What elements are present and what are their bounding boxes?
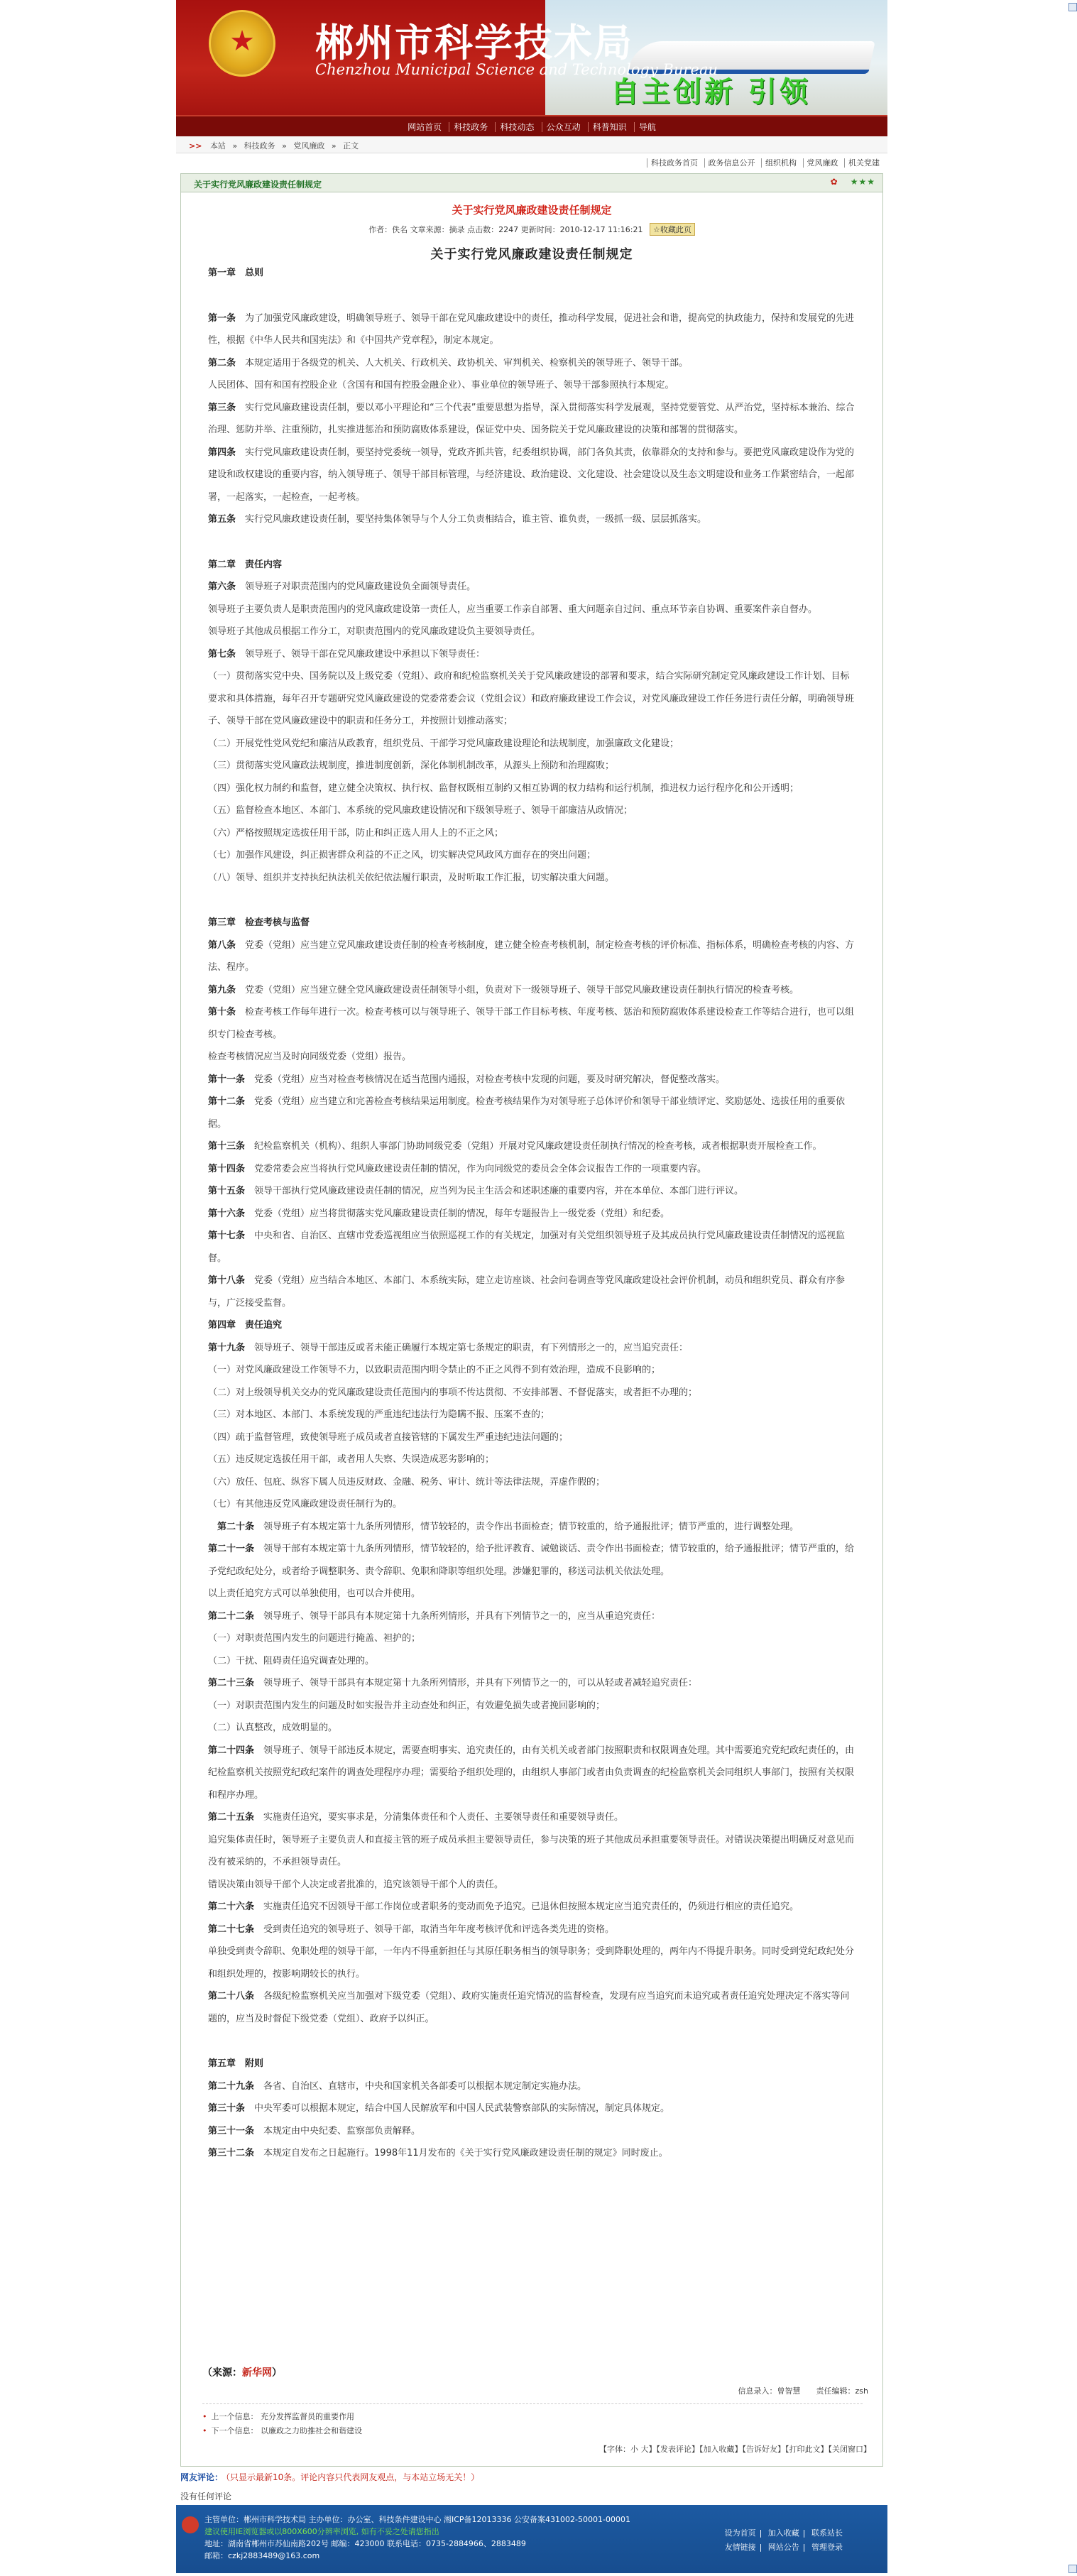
article-tools[interactable]: 【字体：小 大】【发表评论】【加入收藏】【告诉好友】【打印此文】【关闭窗口】 <box>599 2445 871 2454</box>
article-paragraph <box>208 1337 855 1360</box>
article-paragraph <box>208 1650 855 1673</box>
comments-section <box>180 2471 883 2502</box>
article-clause-number: 第二十四条 <box>208 1745 255 1756</box>
chapter-heading: 第四章 责任追究 <box>208 1320 283 1331</box>
article-paragraph <box>208 1404 855 1426</box>
article-clause-number: 第二条 <box>208 357 236 369</box>
article-box-header <box>181 174 882 192</box>
gov-logo-icon <box>182 2516 199 2533</box>
article-paragraph <box>208 374 855 397</box>
article-clause-number: 第二十三条 <box>208 1678 255 1688</box>
paragraph-text: （六）放任、包庇、纵容下属人员违反财政、金融、税务、审计、统计等法律法规，弄虚作假的； <box>208 1476 606 1488</box>
paragraph-text: 本规定由中央纪委、监察部负责解释。 <box>263 2125 421 2136</box>
article-clause-number: 第十一条 <box>208 1074 246 1085</box>
article-paragraph <box>208 1046 855 1069</box>
article-paragraph <box>208 554 855 577</box>
article-clause-number: 第十三条 <box>208 1141 246 1152</box>
bullet-icon: • <box>202 2412 207 2421</box>
article-paragraph <box>208 1180 855 1203</box>
paragraph-text: 党委（党组）应当将贯彻落实党风廉政建设责任制的情况，每年专题报告上一级党委（党组）和纪委。 <box>254 1208 670 1219</box>
article-paragraph <box>208 1516 855 1539</box>
paragraph-text: （三）对本地区、本部门、本系统发现的严重违纪违法行为隐瞒不报、压案不查的； <box>208 1409 550 1420</box>
chapter-heading: 第三章 检查考核与监督 <box>208 917 310 928</box>
prev-article-link[interactable]: 上一个信息： 充分发挥监督员的重要作用 <box>211 2412 354 2421</box>
source-label: （来源： <box>202 2367 242 2379</box>
paragraph-text: 本规定自发布之日起施行。1998年11月发布的《关于实行党风廉政建设责任制的规定》同时废止。 <box>263 2148 668 2159</box>
paragraph-text: （一）贯彻落实党中央、国务院以及上级党委（党组）、政府和纪检监察机关关于党风廉政建设的部署和要求，结合实际研究制定党风廉政建设工作计划、目标要求和具体措施，每年召开专题研究党风廉政建设的党委常委会议（党组会议）和政府廉政建设工作会议，对党风廉政建设工作任务进行责任分解，明确领导班子、领导干部在党风廉政建设中的职责和任务分工，并按照计划推动落实； <box>208 671 855 726</box>
bookmark-button[interactable] <box>650 223 695 236</box>
paragraph-text: 中央军委可以根据本规定，结合中国人民解放军和中国人民武装警察部队的实际情况，制定具体规定。 <box>254 2103 670 2114</box>
section-nav <box>176 153 887 172</box>
article-box-title: 关于实行党风廉政建设责任制规定 <box>194 180 322 190</box>
paragraph-text: 领导干部执行党风廉政建设责任制的情况，应当列为民主生活会和述职述廉的重要内容，并在本单位、本部门进行评议。 <box>254 1186 744 1196</box>
main-nav <box>176 115 887 136</box>
article-paragraph <box>208 531 855 554</box>
paragraph-text: （一）对职责范围内发生的问题进行掩盖、袒护的； <box>208 1633 421 1644</box>
paragraph-text: 检查考核情况应当及时向同级党委（党组）报告。 <box>208 1052 412 1062</box>
article-paragraph <box>208 1203 855 1226</box>
article-paragraph <box>208 1740 855 1807</box>
footer-line: 建议使用IE浏览器或以800X600分辨率浏览, 如有不妥之处请您指出 <box>204 2527 439 2536</box>
article-paragraph <box>208 1158 855 1181</box>
article-paragraph <box>208 1426 855 1449</box>
article-paragraph <box>208 2097 855 2120</box>
nav-science[interactable]: 科普知识 <box>588 122 631 132</box>
article-paragraph <box>208 844 855 867</box>
paragraph-text: 本规定适用于各级党的机关、人大机关、行政机关、政协机关、审判机关、检察机关的领导班子、领导干部。 <box>245 357 689 369</box>
article-paragraph <box>208 912 855 934</box>
paragraph-text: 领导班子、领导干部在党风廉政建设中承担以下领导责任： <box>245 648 486 660</box>
article-clause-number: 第七条 <box>208 648 236 660</box>
paragraph-text: （五）违反规定选拔任用干部，或者用人失察、失误造成恶劣影响的； <box>208 1454 495 1465</box>
bookmark-icon: ☆ <box>652 225 660 234</box>
subnav-affairs-home[interactable]: 科技政务首页 <box>647 158 701 168</box>
paragraph-text: 党委（党组）应当结合本地区、本部门、本系统实际，建立走访座谈、社会问卷调查等党风廉政建设社会评价机制，动员和组织党员、群众有序参与，广泛接受监督。 <box>208 1275 846 1309</box>
article-paragraph <box>208 777 855 800</box>
article-clause-number: 第三条 <box>208 402 236 413</box>
subnav-organization[interactable]: 组织机构 <box>761 158 800 168</box>
article-paragraph <box>208 1695 855 1718</box>
article-paragraph <box>208 889 855 912</box>
paragraph-text: 检查考核工作每年进行一次。检查考核可以与领导班子、领导干部工作目标考核、年度考核、惩治和预防腐败体系建设检查工作等结合进行，也可以组织专门检查考核。 <box>208 1007 855 1040</box>
paragraph-text: 错误决策由领导干部个人决定或者批准的，追究该领导干部个人的责任。 <box>208 1879 504 1890</box>
article-paragraph <box>208 1270 855 1314</box>
article-paragraph <box>208 397 855 442</box>
footer <box>176 2505 887 2573</box>
paragraph-text: 党委（党组）应当建立党风廉政建设责任制的检查考核制度，建立健全检查考核机制，制定检查考核的评价标准、指标体系，明确检查考核的内容、方法、程序。 <box>208 939 855 973</box>
paragraph-text: （一）对党风廉政建设工作领导不力，以致职责范围内明令禁止的不正之风得不到有效治理，造成不良影响的； <box>208 1365 661 1375</box>
paragraph-text: 领导班子其他成员根据工作分工，对职责范围内的党风廉政建设负主要领导责任。 <box>208 626 541 637</box>
chapter-heading: 第二章 责任内容 <box>208 559 283 570</box>
article-paragraph <box>208 2030 855 2053</box>
paragraph-text: 领导班子、领导干部具有本规定第十九条所列情形，并具有下列情节之一的，应当从重追究责任： <box>263 1610 661 1622</box>
comments-empty: 没有任何评论 <box>180 2492 232 2501</box>
article-paragraph <box>208 799 855 822</box>
paragraph-text: 党委（党组）应当建立和完善检查考核结果运用制度。检查考核结果作为对领导班子总体评价和领导干部业绩评定、奖励惩处、选拔任用的重要依据。 <box>208 1096 846 1130</box>
paragraph-text: 领导班子有本规定第十九条所列情形，情节较轻的，责令作出书面检查；情节较重的，给予通报批评；情节严重的，进行调整处理。 <box>263 1521 799 1532</box>
article-clause-number: 第十四条 <box>208 1163 246 1174</box>
breadcrumb-arrow-icon: >> <box>189 141 202 151</box>
paragraph-text: 实行党风廉政建设责任制，要坚持党委统一领导，党政齐抓共管，纪委组织协调，部门各负其责，依靠群众的支持和参与。要把党风廉政建设作为党的建设和政权建设的重要内容，纳入领导班子、领导干部目标管理，与经济建设、政治建设、文化建设、社会建设以及生态文明建设和业务工作紧密结合，一起部署，一起落实，一起检查，一起考核。 <box>208 447 855 503</box>
article-clause-number: 第一条 <box>208 312 236 324</box>
nav-interaction[interactable]: 公众互动 <box>542 122 585 132</box>
paragraph-text: 各级纪检监察机关应当加强对下级党委（党组）、政府实施责任追究情况的监督检查，发现有应当追究而未追究或者责任追究处理决定不落实等问题的，应当及时督促下级党委（党组）、政府予以纠正。 <box>208 1991 850 2024</box>
subnav-disclosure[interactable]: 政务信息公开 <box>704 158 759 168</box>
article-paragraph <box>208 1225 855 1270</box>
breadcrumb-item[interactable]: 本站 <box>209 141 226 151</box>
article-paragraph <box>208 1448 855 1471</box>
article-paragraph <box>208 1605 855 1628</box>
breadcrumb-sep: » <box>232 141 238 151</box>
comments-note: （只显示最新10条。评论内容只代表网友观点，与本站立场无关！） <box>226 2472 480 2482</box>
article-paragraph <box>208 1493 855 1516</box>
article-clause-number: 第六条 <box>208 582 236 592</box>
article-paragraph <box>208 1538 855 1583</box>
article-paragraph <box>208 867 855 890</box>
article-paragraph <box>208 1069 855 1091</box>
article-paragraph <box>208 2075 855 2098</box>
article-clause-number: 第五条 <box>208 514 236 525</box>
article-clause-number: 第二十七条 <box>208 1923 255 1935</box>
article-paragraph <box>208 934 855 979</box>
editor-info: 信息录入：曾智慧 责任编辑：zsh <box>738 2386 868 2396</box>
star-icon: ★★★ <box>850 177 875 187</box>
source-end: ） <box>272 2367 282 2379</box>
article-clause-number: 第十九条 <box>208 1342 246 1353</box>
article-paragraph <box>208 643 855 666</box>
paragraph-text: 中央和省、自治区、直辖市党委巡视组应当依照巡视工作的有关规定，加强对有关党组织领导班子及其成员执行党风廉政建设责任制情况的巡视监督。 <box>208 1230 846 1264</box>
article-clause-number: 第十七条 <box>208 1230 246 1241</box>
article-clause-number: 第二十八条 <box>208 1991 255 2002</box>
article-meta-text: 作者：佚名 文章来源：摘录 点击数：2247 更新时间：2010-12-17 11:16:21 <box>368 225 643 234</box>
article-clause-number: 第二十二条 <box>208 1610 255 1622</box>
article-paragraph <box>208 442 855 509</box>
footer-link-admin[interactable]: 管理登录 <box>811 2543 843 2552</box>
article-paragraph <box>208 665 855 733</box>
paragraph-text: （二）开展党性党风党纪和廉洁从政教育，组织党员、干部学习党风廉政建设理论和法规制度，加强廉政文化建设； <box>208 738 679 749</box>
article-clause-number: 第十五条 <box>208 1186 246 1196</box>
paragraph-text: 单独受到责令辞职、免职处理的领导干部，一年内不得重新担任与其原任职务相当的领导职务；受到降职处理的，两年内不得提升职务。同时受到党纪政纪处分和组织处理的，按影响期较长的执行。 <box>208 1946 855 1980</box>
article-paragraph <box>208 599 855 621</box>
paragraph-text: 领导班子、领导干部具有本规定第十九条所列情形，并具有下列情节之一的，可以从轻或者减轻追究责任： <box>263 1678 698 1688</box>
article-paragraph <box>208 262 855 285</box>
paragraph-text: 受到责任追究的领导班子、领导干部，取消当年年度考核评优和评选各类先进的资格。 <box>263 1923 615 1935</box>
nav-news[interactable]: 科技动态 <box>495 122 538 132</box>
article-clause-number: 第二十五条 <box>208 1812 255 1823</box>
article-paragraph <box>208 621 855 643</box>
article-paragraph <box>208 1717 855 1740</box>
footer-link-notice[interactable]: 网站公告 <box>767 2543 799 2552</box>
paragraph-text: 领导班子、领导干部违反本规定，需要查明事实、追究责任的，由有关机关或者部门按照职责和权限调查处理。其中需要追究党纪政纪责任的，由纪检监察机关按照党纪政纪案件的调查处理程序办理；需要给予组织处理的，由组织人事部门或者由负责调查的纪检监察机关会同组织人事部门，按照有关权限和程序办理。 <box>208 1745 855 1801</box>
article-paragraph <box>208 2142 855 2165</box>
article-paragraph <box>208 1583 855 1605</box>
paragraph-text: 党委常委会应当将执行党风廉政建设责任制的情况，作为向同级党的委员会全体会议报告工作的一项重要内容。 <box>254 1163 707 1174</box>
paragraph-text: （六）严格按照规定选拔任用干部，防止和纠正选人用人上的不正之风； <box>208 827 504 839</box>
page <box>176 0 887 2576</box>
paragraph-text: （三）贯彻落实党风廉政法规制度，推进制度创新，深化体制机制改革，从源头上预防和治理腐败； <box>208 760 615 771</box>
paragraph-text: （二）认真整改，成效明显的。 <box>208 1723 338 1733</box>
footer-link-homepage[interactable]: 设为首页 <box>724 2528 756 2538</box>
footer-link-friends[interactable]: 友情链接 <box>724 2543 756 2552</box>
article-paragraph <box>208 1941 855 1985</box>
article-body <box>208 262 855 2165</box>
article-paragraph <box>208 1135 855 1158</box>
scroll-up-button[interactable] <box>1068 3 1077 11</box>
chapter-heading: 第五章 附则 <box>208 2058 264 2069</box>
article-paragraph <box>208 1627 855 1650</box>
document-title: 关于实行党风廉政建设责任制规定 <box>430 247 633 262</box>
article-clause-number: 第九条 <box>208 984 236 995</box>
paragraph-text: 党委（党组）应当建立健全党风廉政建设责任制领导小组，负责对下一级领导班子、领导干部党风廉政建设责任制执行情况的检查考核。 <box>245 984 799 995</box>
article-clause-number: 第三十条 <box>208 2103 246 2114</box>
article-paragraph <box>208 979 855 1002</box>
article-paragraph <box>208 1896 855 1919</box>
footer-links: 设为首页 | 加入收藏 | 联系站长 友情链接 | 网站公告 | 管理登录 <box>721 2526 846 2555</box>
paragraph-text: 追究集体责任时，领导班子主要负责人和直接主管的班子成员承担主要领导责任，参与决策的班子其他成员承担重要领导责任。对错误决策提出明确反对意见而没有被采纳的，不承担领导责任。 <box>208 1834 855 1867</box>
article-paragraph <box>208 576 855 599</box>
paragraph-text: 人民团体、国有和国有控股企业（含国有和国有控股金融企业）、事业单位的领导班子、领导干部参照执行本规定。 <box>208 380 674 391</box>
article-source <box>202 2365 282 2379</box>
paragraph-text: （一）对职责范围内发生的问题及时如实报告并主动查处和纠正，有效避免损失或者挽回影响的； <box>208 1700 606 1711</box>
breadcrumb-item: 正文 <box>343 141 359 151</box>
article-paragraph <box>208 1672 855 1695</box>
paragraph-text: 纪检监察机关（机构）、组织人事部门协助同级党委（党组）开展对党风廉政建设责任制执行情况的检查考核，或者根据职责开展检查工作。 <box>254 1141 822 1152</box>
article-paragraph <box>208 1874 855 1896</box>
paragraph-text: （二）干扰、阻碍责任追究调查处理的。 <box>208 1655 375 1666</box>
article-paragraph <box>208 822 855 845</box>
paragraph-text: （二）对上级领导机关交办的党风廉政建设责任范围内的事项不传达贯彻、不安排部署、不督促落实，或者拒不办理的； <box>208 1387 698 1398</box>
article-paragraph <box>208 1314 855 1337</box>
article-paragraph <box>208 1359 855 1382</box>
breadcrumb <box>176 136 887 153</box>
article-clause-number: 第十八条 <box>208 1275 246 1286</box>
article-paragraph <box>208 352 855 375</box>
breadcrumb-item[interactable]: 科技政务 <box>244 141 275 151</box>
article-paragraph <box>208 1471 855 1494</box>
source-link[interactable]: 新华网 <box>242 2367 272 2379</box>
paragraph-text: 实行党风廉政建设责任制，要以邓小平理论和“三个代表”重要思想为指导，深入贯彻落实科学发展观，坚持党要管党、从严治党，坚持标本兼治、综合治理、惩防并举、注重预防，扎实推进惩治和预防腐败体系建设，保证党中央、国务院关于党风廉政建设的决策和部署的贯彻落实。 <box>208 402 855 435</box>
article-paragraph <box>208 1091 855 1135</box>
nav-guide[interactable]: 导航 <box>634 122 660 132</box>
footer-link-favorite[interactable]: 加入收藏 <box>767 2528 799 2538</box>
paragraph-text: （八）领导、组织并支持执纪执法机关依纪依法履行职责，及时听取工作汇报，切实解决重大问题。 <box>208 872 615 883</box>
article-paragraph <box>208 1382 855 1404</box>
article-paragraph <box>208 285 855 307</box>
footer-line: 主管单位：郴州市科学技术局 主办单位：办公室、科技条件建设中心 湘ICP备12013336 公安备案431002-50001-00001 <box>204 2515 630 2524</box>
paragraph-text: （四）强化权力制约和监督，建立健全决策权、执行权、监督权既相互制约又相互协调的权力结构和运行机制，推进权力运行程序化和公开透明； <box>208 782 799 794</box>
article-clause-number: 第二十条 <box>208 1521 255 1532</box>
bullet-icon: • <box>202 2426 207 2435</box>
nav-home[interactable]: 网站首页 <box>408 122 442 132</box>
article-clause-number: 第十二条 <box>208 1096 246 1107</box>
article-clause-number: 第二十九条 <box>208 2080 255 2092</box>
paragraph-text: 为了加强党风廉政建设，明确领导班子、领导干部在党风廉政建设中的责任，推动科学发展，促进社会和谐，提高党的执政能力，保持和发展党的先进性，根据《中华人民共和国宪法》和《中国共产党章程》，制定本规定。 <box>208 312 855 346</box>
article-clause-number: 第三十一条 <box>208 2125 255 2136</box>
article-paragraph <box>208 1806 855 1829</box>
article-clause-number: 第二十一条 <box>208 1544 255 1554</box>
paragraph-text: 实施责任追究不因领导干部工作岗位或者职务的变动而免予追究。已退休但按照本规定应当追究责任的，仍须进行相应的责任追究。 <box>263 1901 799 1912</box>
article-clause-number: 第八条 <box>208 939 236 951</box>
article-paragraph <box>208 307 855 352</box>
scroll-down-button[interactable] <box>1068 2565 1077 2573</box>
site-subtitle: Chenzhou Municipal Science and Technology Bureau <box>315 61 718 78</box>
footer-line: 邮箱：czkj2883489@163.com <box>204 2551 320 2560</box>
paragraph-text: （五）监督检查本地区、本部门、本系统的党风廉政建设情况和下级领导班子、领导干部廉洁从政情况； <box>208 805 633 816</box>
paragraph-text: （七）有其他违反党风廉政建设责任制行为的。 <box>208 1499 403 1510</box>
article-paragraph <box>208 508 855 531</box>
paragraph-text: 各省、自治区、直辖市，中央和国家机关各部委可以根据本规定制定实施办法。 <box>263 2080 587 2092</box>
breadcrumb-sep: » <box>331 141 337 151</box>
article-paragraph <box>208 1919 855 1941</box>
chapter-heading: 第一章 总则 <box>208 268 264 278</box>
article-headline: 关于实行党风廉政建设责任制规定 <box>452 204 612 217</box>
prev-next-links <box>202 2403 863 2438</box>
paragraph-text: 以上责任追究方式可以单独使用，也可以合并使用。 <box>208 1588 421 1599</box>
article-paragraph <box>208 1829 855 1874</box>
footer-link-contact[interactable]: 联系站长 <box>811 2528 843 2538</box>
subnav-integrity[interactable]: 党风廉政 <box>803 158 842 168</box>
article-paragraph <box>208 1985 855 2030</box>
article-clause-number: 第四条 <box>208 447 236 458</box>
bookmark-label: 收藏此页 <box>660 225 691 234</box>
next-article-link[interactable]: 下一个信息： 以廉政之力助推社会和谐建设 <box>211 2426 362 2435</box>
paragraph-text: （七）加强作风建设，纠正损害群众利益的不正之风，切实解决党风政风方面存在的突出问题； <box>208 850 596 861</box>
footer-line: 地址：湖南省郴州市苏仙南路202号 邮编：423000 联系电话：0735-2884966、2883489 <box>204 2539 526 2548</box>
national-emblem-icon <box>209 10 275 77</box>
paragraph-text: 领导班子对职责范围内的党风廉政建设负全面领导责任。 <box>245 582 476 592</box>
nav-affairs[interactable]: 科技政务 <box>449 122 492 132</box>
paragraph-text: （四）疏于监督管理，致使领导班子成员或者直接管辖的下属发生严重违纪违法问题的； <box>208 1431 569 1443</box>
breadcrumb-item[interactable]: 党风廉政 <box>293 141 325 151</box>
article-clause-number: 第十条 <box>208 1007 236 1017</box>
article-paragraph <box>208 1001 855 1046</box>
site-title: 郴州市科学技术局 <box>315 20 633 65</box>
paragraph-text: 领导班子、领导干部违反或者未能正确履行本规定第七条规定的职责，有下列情形之一的，应当追究责任： <box>254 1342 689 1353</box>
paragraph-text: 党委（党组）应当对检查考核情况在适当范围内通报，对检查考核中发现的问题，要及时研究解决，督促整改落实。 <box>254 1074 726 1085</box>
article-clause-number: 第三十二条 <box>208 2148 255 2159</box>
paragraph-text: 实施责任追究，要实事求是，分清集体责任和个人责任、主要领导责任和重要领导责任。 <box>263 1812 624 1823</box>
paragraph-text: 实行党风廉政建设责任制，要坚持集体领导与个人分工负责相结合，谁主管、谁负责，一级抓一级、层层抓落实。 <box>245 514 707 525</box>
subnav-party[interactable]: 机关党建 <box>844 158 883 168</box>
article-paragraph <box>208 2053 855 2075</box>
article-paragraph <box>208 733 855 755</box>
article-paragraph <box>208 2120 855 2143</box>
paragraph-text: 领导班子主要负责人是职责范围内的党风廉政建设第一责任人，应当重要工作亲自部署、重大问题亲自过问、重点环节亲自协调、重要案件亲自督办。 <box>208 604 818 615</box>
paragraph-text: 领导干部有本规定第十九条所列情形，情节较轻的，给予批评教育、诫勉谈话、责令作出书面检查；情节较重的，给予通报批评；情节严重的，给予党纪政纪处分，或者给予调整职务、责令辞职、免职和降职等组织处理。涉嫌犯罪的，移送司法机关依法处理。 <box>208 1544 855 1577</box>
article-clause-number: 第十六条 <box>208 1208 246 1219</box>
article-box <box>180 173 883 2467</box>
header-banner <box>176 0 887 115</box>
article-box-decoration: ✿ ★★★ <box>830 177 875 187</box>
article-paragraph <box>208 755 855 777</box>
article-clause-number: 第二十六条 <box>208 1901 255 1912</box>
comments-title: 网友评论： <box>180 2472 224 2482</box>
breadcrumb-sep: » <box>282 141 287 151</box>
article-meta <box>181 223 882 236</box>
banner-slogan: 自主创新 引领 <box>611 75 811 109</box>
